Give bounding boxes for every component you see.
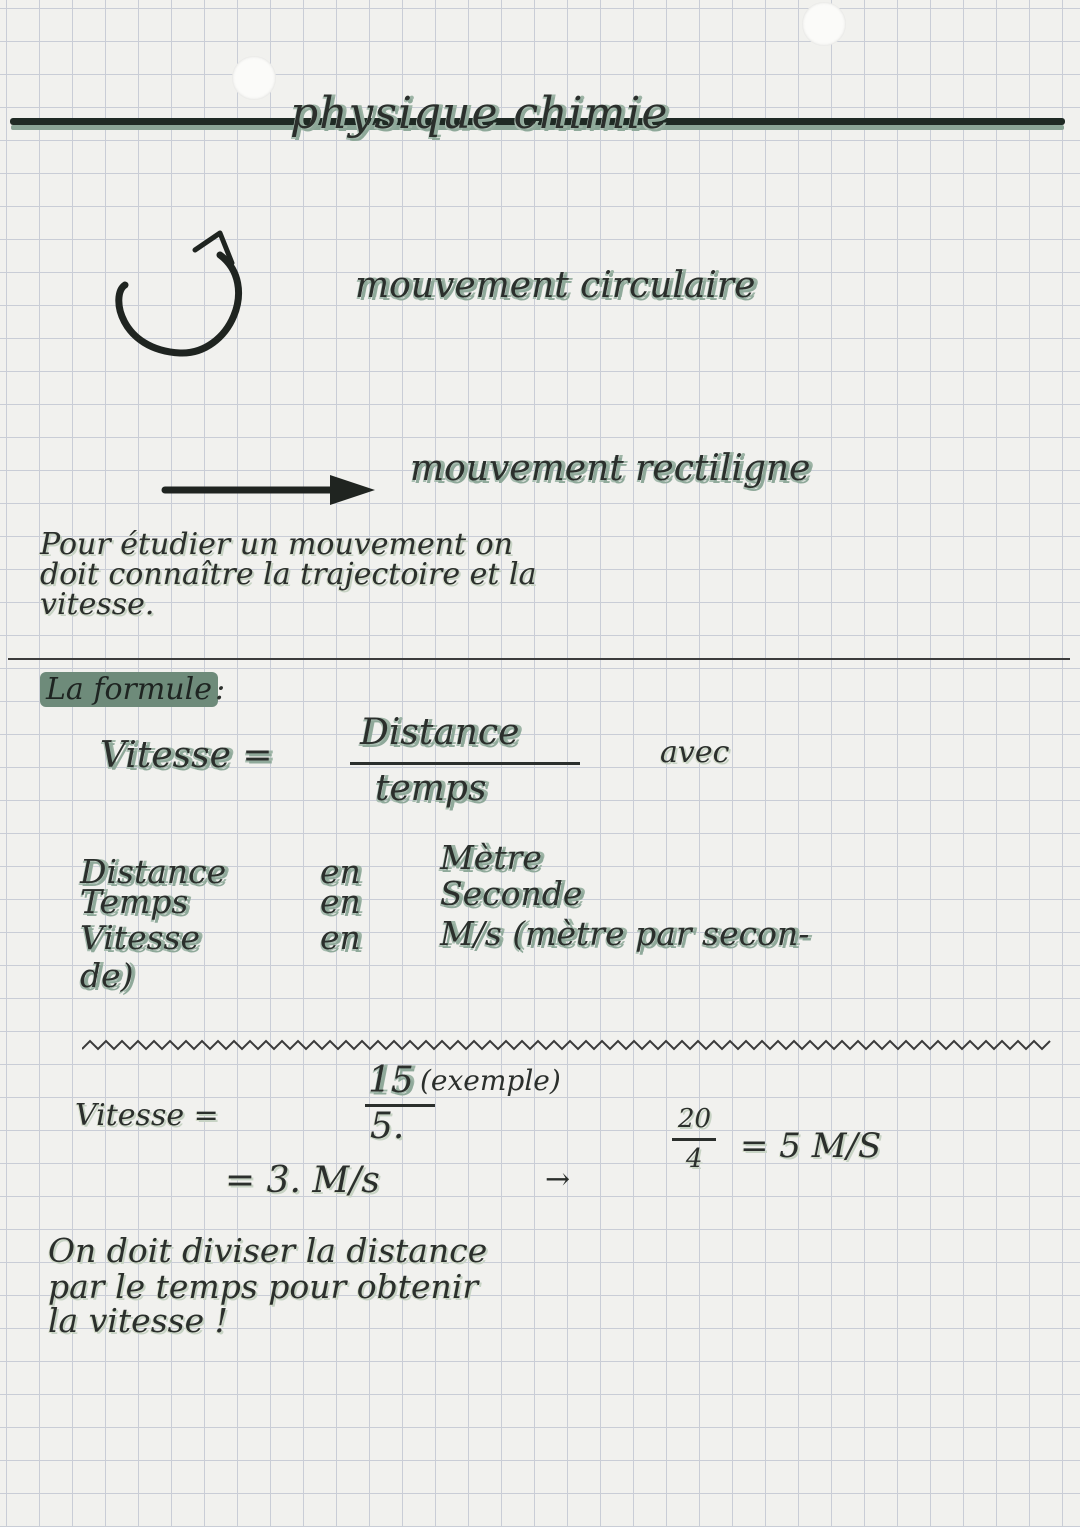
unit-value: Mètre (440, 838, 542, 877)
formula-heading: La formule (40, 672, 218, 707)
example-denominator: 5. (370, 1106, 405, 1147)
example2-denominator: 4 (686, 1144, 703, 1174)
conclusion-line-2: par le temps pour obtenir (48, 1267, 479, 1306)
unit-continuation: de) (80, 956, 134, 995)
intro-line-2: doit connaître la trajectoire et la (40, 557, 537, 592)
unit-en: en (320, 882, 361, 921)
right-arrow-icon (160, 470, 390, 510)
unit-en: en (320, 852, 361, 891)
intro-line-1: Pour étudier un mouvement on (40, 527, 513, 562)
example2-result: = 5 M/S (740, 1126, 882, 1166)
unit-value: Seconde (440, 874, 583, 913)
wavy-separator (82, 1035, 1052, 1055)
formula-denominator: temps (375, 768, 487, 809)
conclusion-line-1: On doit diviser la distance (48, 1231, 488, 1270)
unit-quantity: Vitesse (80, 918, 200, 957)
unit-value: M/s (mètre par secon- (440, 914, 810, 953)
page-title: physique chimie (290, 88, 669, 139)
formula-fraction-bar (350, 762, 580, 765)
arrow-icon: → (545, 1162, 571, 1197)
binder-hole-right (802, 2, 846, 46)
conclusion-line-3: la vitesse ! (48, 1301, 228, 1340)
circular-arrow-icon (100, 215, 280, 365)
section-divider (8, 658, 1070, 660)
formula-colon: : (215, 672, 226, 707)
linear-motion-label: mouvement rectiligne (410, 448, 811, 489)
formula-with: avec (660, 735, 730, 770)
unit-quantity: Temps (80, 882, 189, 921)
intro-line-3: vitesse. (40, 587, 155, 622)
circular-motion-label: mouvement circulaire (355, 265, 756, 306)
example-lhs: Vitesse = (75, 1098, 219, 1133)
unit-quantity: Distance (80, 852, 227, 891)
example2-fraction-bar (672, 1138, 716, 1141)
binder-hole-left (232, 56, 276, 100)
example2-numerator: 20 (678, 1104, 712, 1134)
unit-en: en (320, 918, 361, 957)
example-numerator: 15 (368, 1060, 414, 1101)
formula-lhs: Vitesse = (100, 735, 273, 776)
formula-numerator: Distance (360, 712, 520, 753)
example-note: (exemple) (420, 1064, 561, 1097)
example-result: = 3. M/s (225, 1160, 380, 1201)
